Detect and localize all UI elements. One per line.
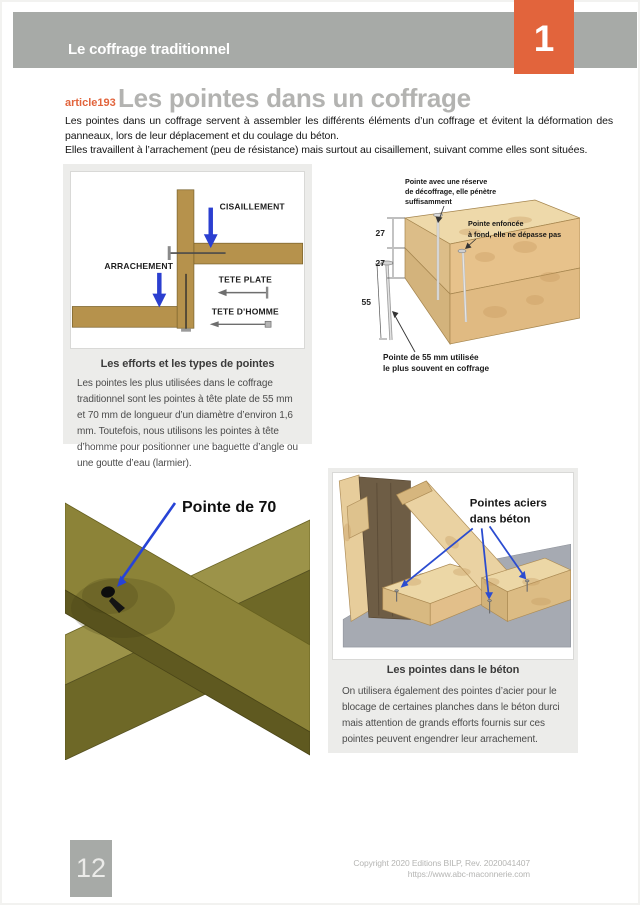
bottom-plank — [72, 306, 177, 327]
figure-caption-line2: le plus souvent en coffrage — [383, 364, 490, 373]
figure-reserve-decoffrage — [335, 172, 580, 385]
tete-homme-nail-icon — [210, 321, 271, 327]
figure-efforts-frame — [70, 171, 305, 349]
chapter-number-box — [514, 0, 574, 74]
figure-reserve-illustration — [335, 172, 580, 385]
copyright-line: Copyright 2020 Editions BILP, Rev. 2020041407 — [353, 858, 530, 868]
figure-efforts-diagram — [71, 172, 304, 348]
card-efforts-caption: Les efforts et les types de pointes — [100, 358, 275, 370]
label-arrachement: ARRACHEMENT — [104, 260, 174, 271]
copyright-url: https://www.abc-maconnerie.com — [407, 869, 530, 879]
leader-arrow-caption — [392, 311, 415, 352]
card-efforts-body: Les pointes les plus utilisées dans le coffrage traditionnel sont les pointes à tête plate de 55 mm et 70 mm de longueur d’un diamètre d’environ 1,6 mm. Toutefois, nous utilisons les pointes à tête d’homme pour positionner une baguette d’angle ou une goutte d’eau (larmier). — [77, 378, 298, 469]
figure-caption-line1: Pointe de 55 mm utilisée — [383, 353, 479, 362]
figure-beton-illustration — [333, 473, 571, 657]
dim-55: 55 — [361, 297, 371, 307]
label-cisaillement: CISAILLEMENT — [219, 201, 285, 212]
figure-pointe-70 — [65, 470, 310, 760]
annotation-flush-line1: Pointe enfoncée — [468, 219, 524, 228]
label-tete-plate: TETE PLATE — [218, 274, 272, 285]
intro-text — [65, 114, 613, 158]
dim-27-bottom: 27 — [375, 258, 385, 268]
label-tete-homme: TETE D'HOMME — [211, 306, 279, 317]
intro-paragraph-2: Elles travaillent à l’arrachement (peu de résistance) mais surtout au cisaillement, suivant comme elles sont situées. — [65, 144, 588, 156]
annotation-reserve-line1: Pointe avec une réserve — [405, 177, 488, 186]
figure-beton-frame — [332, 472, 574, 660]
page-number-box — [70, 840, 112, 897]
card-pointes-beton — [328, 468, 578, 753]
arrachement-arrow-icon — [152, 273, 166, 308]
standalone-nail-icon — [381, 261, 393, 340]
annotation-reserve-line3: suffisamment — [405, 197, 452, 206]
article-reference: article193 — [65, 97, 116, 109]
label-pointes-aciers-line1: Pointes aciers — [469, 497, 547, 510]
card-beton-body: On utilisera également des pointes d’acier pour le blocage de certaines planches dans le béton durci mais attention de grands efforts fournis sur ces pointes peuvent engendrer leur arrachement. — [342, 686, 560, 745]
tete-plate-nail-icon — [218, 287, 267, 299]
page-number: 12 — [75, 853, 107, 883]
chapter-number: 1 — [533, 18, 555, 59]
intro-paragraph-1: Les pointes dans un coffrage servent à assembler les différents éléments d’un coffrage et évitent la déformation des panneaux, lors de leur déplacement et du coulage du béton. — [65, 115, 613, 142]
annotation-flush-line2: à fond, elle ne dépasse pas — [468, 230, 562, 239]
chapter-title: Le coffrage traditionnel — [68, 41, 230, 58]
card-beton-caption: Les pointes dans le béton — [386, 664, 520, 676]
page-title: Les pointes dans un coffrage — [118, 83, 471, 113]
dim-27-top: 27 — [375, 228, 385, 238]
card-efforts-et-types — [63, 164, 312, 469]
copyright-block — [353, 858, 530, 880]
figure-pointe70-illustration — [65, 470, 310, 760]
label-pointe-de-70: Pointe de 70 — [182, 499, 277, 516]
annotation-reserve-line2: de décoffrage, elle pénètre — [405, 187, 497, 196]
crossed-planks — [65, 503, 310, 760]
cisaillement-arrow-icon — [204, 208, 218, 249]
label-pointes-aciers-line2: dans béton — [469, 513, 531, 526]
